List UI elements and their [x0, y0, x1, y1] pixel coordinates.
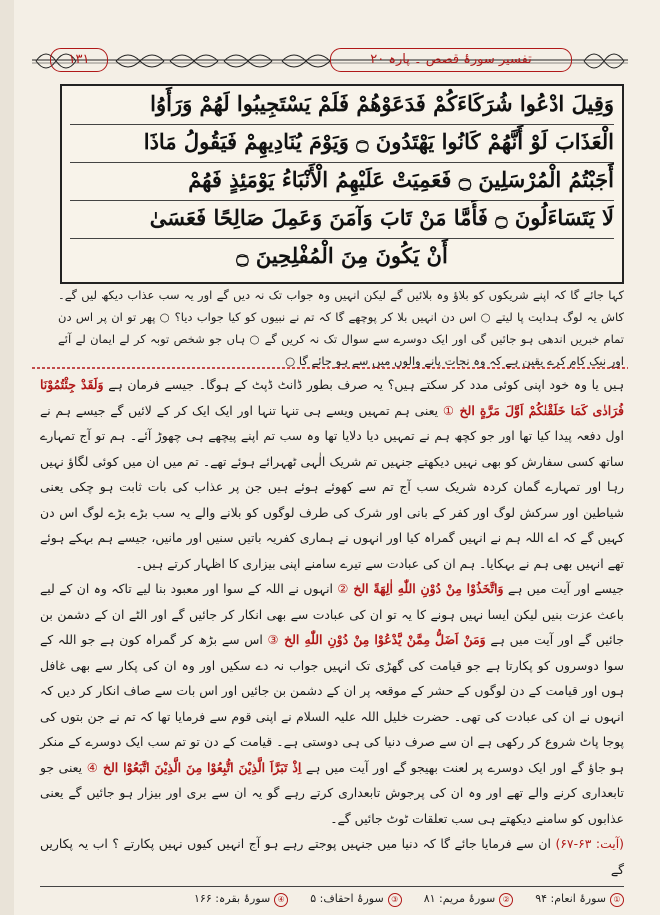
- footnote-number: ①: [610, 893, 624, 907]
- running-title: تفسیر سورۂ قصص ۔ پارہ ۲۰: [330, 48, 572, 72]
- footnote-item: [194, 890, 288, 908]
- footnotes: [40, 890, 624, 908]
- quran-quote: وَمَنْ اَضَلُّ مِمَّنْ يَّدْعُوْا مِنْ دُوْنِ اللّٰهِ الخ: [284, 632, 486, 647]
- tafsir-commentary: [40, 372, 624, 882]
- commentary-text: ہیں یا وہ خود اپنی کوئی مدد کر سکتے ہیں؟ یہ صرف بطور ڈانٹ ڈپٹ کے ہوگا۔ جیسے فرمان ہے: [108, 377, 624, 392]
- urdu-translation: [58, 284, 624, 372]
- quran-quote: وَاتَّخَذُوْا مِنْ دُوْنِ اللّٰهِ اٰلِهَةً الخ: [353, 581, 504, 596]
- verse-line: لَا يَتَسَاءَلُونَ ۝ فَأَمَّا مَنْ تَابَ وَآمَنَ وَعَمِلَ صَالِحًا فَعَسَىٰ: [70, 200, 614, 239]
- quran-quote: وَلَقَدْ جِئْتُمُوْنَا فُرَادٰى كَمَا خَلَقْنٰكُمْ اَوَّلَ مَرَّةٍ الخ: [40, 377, 624, 418]
- footnote-number: ③: [388, 893, 402, 907]
- commentary-text: جیسے اور آیت میں ہے: [507, 581, 625, 596]
- arabic-verse-box: [60, 84, 624, 284]
- verse-line: أَجَبْتُمُ الْمُرْسَلِينَ ۝ فَعَمِيَتْ عَلَيْهِمُ الْأَنْبَاءُ يَوْمَئِذٍ فَهُمْ: [70, 162, 614, 201]
- commentary-text: یعنی ہم تمہیں ویسے ہی تنہا تنہا اور ایک ایک کر کے لائیں گے جیسے ہم نے اول دفعہ پیدا کیا تھا اور جو کچھ ہم نے تمہیں دیا دلایا تھا وہ سب تم اپنے پیچھے ہی چھوڑ آئے۔ ہم تو آج تمہارے ساتھ کسی سفارش کو بھی نہیں دیکھتے جنہیں تم شریک الٰہی ٹھہرائے ہوئے تھے۔ تم میں ان میں کوئی لگاؤ نہیں رہا اور تمہارے گمان کردہ شریک سب آج تم سے کھوئے ہوئے ہیں جن پر عذاب کی بات ثابت ہو چکی یعنی شیاطین اور سرکش لوگ اور کفر کے بانی اور شرک کی طرف لوگوں کو بلانے والے یہ سب بڑے بڑے لوگ اس دن کہیں گے کہ اے اللہ ہم نے انہیں گمراہ کیا اور انہوں نے ہماری کفریہ باتیں سنیں اور مانیں، جیسے ہم بہکے ہوئے تھے انہیں بھی ہم نے بہکایا۔ ہم ان کی عبادت سے تیرے سامنے اپنی بیزاری کا اظہار کرتے ہیں۔: [40, 402, 624, 571]
- quran-quote: اِذْ تَبَرَّاَ الَّذِيْنَ اتُّبِعُوْا مِنَ الَّذِيْنَ اتَّبَعُوْا الخ: [102, 759, 302, 775]
- footnote-rule: [40, 886, 624, 887]
- footnote-number: ④: [274, 893, 288, 907]
- footnote-item: [310, 890, 401, 908]
- verse-line: وَقِيلَ ادْعُوا شُرَكَاءَكُمْ فَدَعَوْهُمْ فَلَمْ يَسْتَجِيبُوا لَهُمْ وَرَأَوُا: [70, 86, 614, 125]
- commentary-text: یعنی جو تابعداری کرنے والے تھے اور وہ ان کی پرجوش تابعداری کرتے رہے گو یہ ان سے بری اور بیزار ہو جائیں گے یعنی عذابوں کو سامنے دیکھتے ہی سب تعلقات ٹوٹ جائیں گے۔: [40, 759, 624, 826]
- commentary-paragraph: [40, 372, 624, 576]
- page-number: ۱۳۱: [50, 48, 108, 72]
- verse-range-label: (آیت: ۶۳-۶۷): [555, 836, 624, 851]
- footnote-ref: ②: [337, 581, 349, 596]
- footnote-ref: ③: [267, 632, 280, 647]
- footnote-text: سورۂ بقرہ: ۱۶۶: [194, 892, 271, 905]
- footnote-text: سورۂ احقاف: ۵: [310, 892, 384, 905]
- page-gutter: [0, 0, 14, 915]
- footnote-text: سورۂ انعام: ۹۴: [535, 892, 606, 905]
- footnote-ref: ①: [442, 402, 455, 418]
- commentary-text: ان سے فرمایا جائے گا کہ دنیا میں جنہیں پوجتے رہے ہو آج انہیں کیوں نہیں پکارتے ؟ اب یہ پکاریں گے: [40, 836, 624, 877]
- commentary-paragraph: [40, 576, 624, 831]
- section-divider: [32, 364, 628, 372]
- footnote-text: سورۂ مریم: ۸۱: [423, 892, 496, 905]
- footnote-item: [535, 890, 624, 908]
- translation-text: کہا جائے گا کہ اپنے شریکوں کو بلاؤ وہ بلائیں گے لیکن انہیں وہ جواب تک نہ دیں گے اور یہ سب عذاب دیکھ لیں گے۔ کاش یہ لوگ ہدایت پا لیتے ○ اس دن انہیں بلا کر پوچھے گا کہ تم نے نبیوں کو کیا جواب دیا؟ ○ پھر تو ان پر اس دن تمام خبریں اندھی ہو جائیں گی اور ایک دوسرے سے سوال تک نہ کریں گے ○ ہاں جو شخص توبہ کر لے ایمان لے آئے اور نیک کام کرے یقین ہے کہ وہ نجات پانے والوں میں سے ہو جائے گا ○: [58, 288, 624, 368]
- footnote-item: [424, 890, 514, 908]
- verse-line: الْعَذَابَ لَوْ أَنَّهُمْ كَانُوا يَهْتَدُونَ ۝ وَيَوْمَ يُنَادِيهِمْ فَيَقُولُ مَاذَا: [70, 124, 614, 163]
- footnote-number: ②: [499, 893, 513, 907]
- commentary-text: اس سے بڑھ کر گمراہ کون ہے جو اللہ کے سوا دوسروں کو پکارتا ہے جو قیامت کی گھڑی تک انہیں جواب نہ دے سکیں اور وہ ان کی پکار سے بھی غافل ہوں اور قیامت کے دن لوگوں کے حشر کے موقعہ پر ان کے دشمن بن جائیں اور اس بات سے صاف انکار کر دیں کہ انہوں نے ان کی عبادت کی تھی۔ حضرت خلیل اللہ علیہ السلام نے اپنی قوم سے فرمایا تھا کہ تم نے جن بتوں کی پوجا پاٹ شروع کر رکھی ہے ان سے صرف دنیا کی ہی دوستی ہے۔ قیامت کے دن تو تم سب ایک دوسرے کے منکر ہو جاؤ گے اور ایک دوسرے پر لعنت بھیجو گے اور آیت میں ہے: [40, 632, 624, 775]
- commentary-text: انہوں نے اللہ کے سوا اور معبود بنا لیے تاکہ وہ ان کے لیے باعث عزت بنیں لیکن ایسا نہیں ہونے کا یہ تو ان کی عبادت سے بھی انکار کر جائیں گے اور الٹے ان کے دشمن بن جائیں گے اور آیت میں ہے: [40, 581, 624, 647]
- verse-line: أَنْ يَكُونَ مِنَ الْمُفْلِحِينَ ۝: [236, 243, 448, 268]
- commentary-paragraph: [40, 831, 624, 882]
- footnote-ref: ④: [86, 759, 99, 775]
